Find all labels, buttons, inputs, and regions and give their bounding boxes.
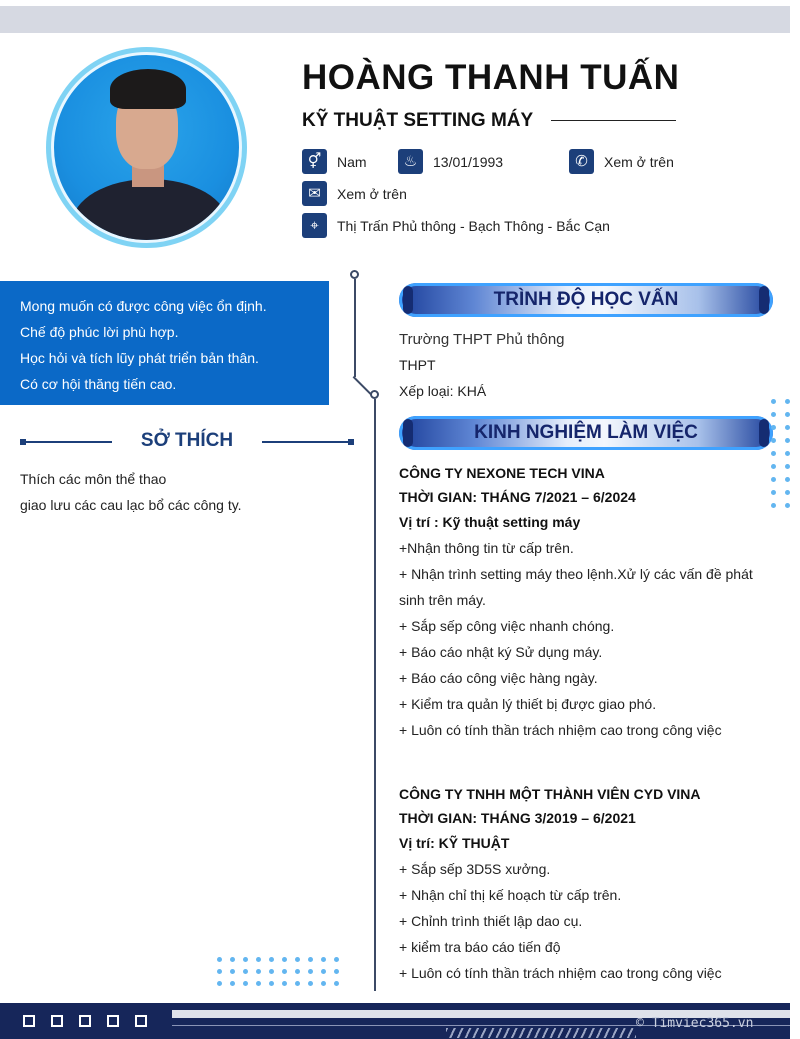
objective-item: Học hỏi và tích lũy phát triển bản thân.: [20, 350, 259, 366]
job-duty: +Nhận thông tin từ cấp trên.: [399, 540, 574, 556]
experience-title: KINH NGHIỆM LÀM VIỆC: [474, 422, 698, 443]
job-company: CÔNG TY NEXONE TECH VINA: [399, 465, 605, 481]
education-title: TRÌNH ĐỘ HỌC VẤN: [493, 289, 679, 310]
timeline-dot-mid: [370, 390, 379, 399]
education-level: THPT: [399, 357, 436, 373]
career-objectives: [0, 281, 329, 405]
location-icon: ⌖: [302, 213, 327, 238]
job-duty: + Sắp sếp công việc nhanh chóng.: [399, 618, 615, 634]
job-duty: + Báo cáo công việc hàng ngày.: [399, 670, 598, 686]
top-band: [0, 6, 790, 33]
gender-value: Nam: [337, 153, 367, 170]
address-row: [302, 213, 610, 238]
hobbies-title: SỞ THÍCH: [140, 430, 234, 451]
job-duty: + Luôn có tính thần trách nhiệm cao trong công việc: [399, 722, 722, 738]
footer-square: [23, 1015, 35, 1027]
mail-icon: ✉: [302, 181, 327, 206]
hobbies-heading: [20, 428, 354, 456]
hobbies-list: [20, 466, 242, 518]
watermark: © Timviec365.vn: [636, 1016, 754, 1031]
address-value: Thị Trấn Phủ thông - Bạch Thông - Bắc Cạn: [337, 217, 610, 234]
education-rank: Xếp loại: KHÁ: [399, 383, 487, 399]
education-school: Trường THPT Phủ thông: [399, 331, 565, 348]
job-role: Vị trí : Kỹ thuật setting máy: [399, 514, 581, 530]
job-duty: + Chỉnh trình thiết lập dao cụ.: [399, 913, 583, 929]
job-duty: + Nhận trình setting máy theo lệnh.Xử lý các vấn đề phát: [399, 566, 753, 582]
phone-icon: ✆: [569, 149, 594, 174]
birthday-row: [398, 149, 503, 174]
job-period: THỜI GIAN: THÁNG 3/2019 – 6/2021: [399, 810, 636, 826]
education-banner: [399, 283, 773, 317]
footer-hatch: [446, 1028, 636, 1038]
hobby-item: Thích các môn thể thao: [20, 471, 167, 487]
gender-row: [302, 149, 367, 174]
email-value: Xem ở trên: [337, 185, 407, 202]
phone-value: Xem ở trên: [604, 153, 674, 170]
decor-dots-right: [771, 399, 790, 508]
birthday-value: 13/01/1993: [433, 153, 504, 170]
hobby-item: giao lưu các cau lạc bổ các công ty.: [20, 497, 242, 513]
job-duty: + Kiểm tra quản lý thiết bị được giao phó.: [399, 696, 657, 712]
job-duty: sinh trên máy.: [399, 592, 486, 608]
gender-icon: ⚥: [302, 149, 327, 174]
phone-row: [569, 149, 674, 174]
job-title: KỸ THUẬT SETTING MÁY: [302, 110, 534, 131]
job-duty: + Sắp sếp 3D5S xưởng.: [399, 861, 551, 877]
email-row: [302, 181, 407, 206]
job-duty: + kiểm tra báo cáo tiến độ: [399, 939, 561, 955]
job-company: CÔNG TY TNHH MỘT THÀNH VIÊN CYD VINA: [399, 786, 701, 802]
objective-item: Mong muốn có được công việc ổn định.: [20, 298, 267, 314]
experience-banner: [399, 416, 773, 450]
decor-dots-bottom: [217, 957, 339, 986]
footer-square: [135, 1015, 147, 1027]
job-duty: + Báo cáo nhật ký Sử dụng máy.: [399, 644, 603, 660]
avatar: [46, 47, 247, 248]
timeline-dot-top: [350, 270, 359, 279]
timeline-line: [374, 399, 376, 991]
job-duty: + Luôn có tính thần trách nhiệm cao trong công việc: [399, 965, 722, 981]
footer-square: [51, 1015, 63, 1027]
title-divider: [551, 120, 676, 121]
objective-item: Có cơ hội thăng tiến cao.: [20, 376, 177, 392]
job-duty: + Nhận chỉ thị kế hoạch từ cấp trên.: [399, 887, 622, 903]
job-role: Vị trí: KỸ THUẬT: [399, 835, 510, 851]
timeline-line: [354, 279, 356, 377]
candidate-name: HOÀNG THANH TUẤN: [302, 58, 680, 97]
cake-icon: ♨: [398, 149, 423, 174]
objective-item: Chế độ phúc lời phù hợp.: [20, 324, 179, 340]
profile-photo: [51, 52, 242, 243]
footer-square: [79, 1015, 91, 1027]
footer-square: [107, 1015, 119, 1027]
job-period: THỜI GIAN: THÁNG 7/2021 – 6/2024: [399, 489, 636, 505]
